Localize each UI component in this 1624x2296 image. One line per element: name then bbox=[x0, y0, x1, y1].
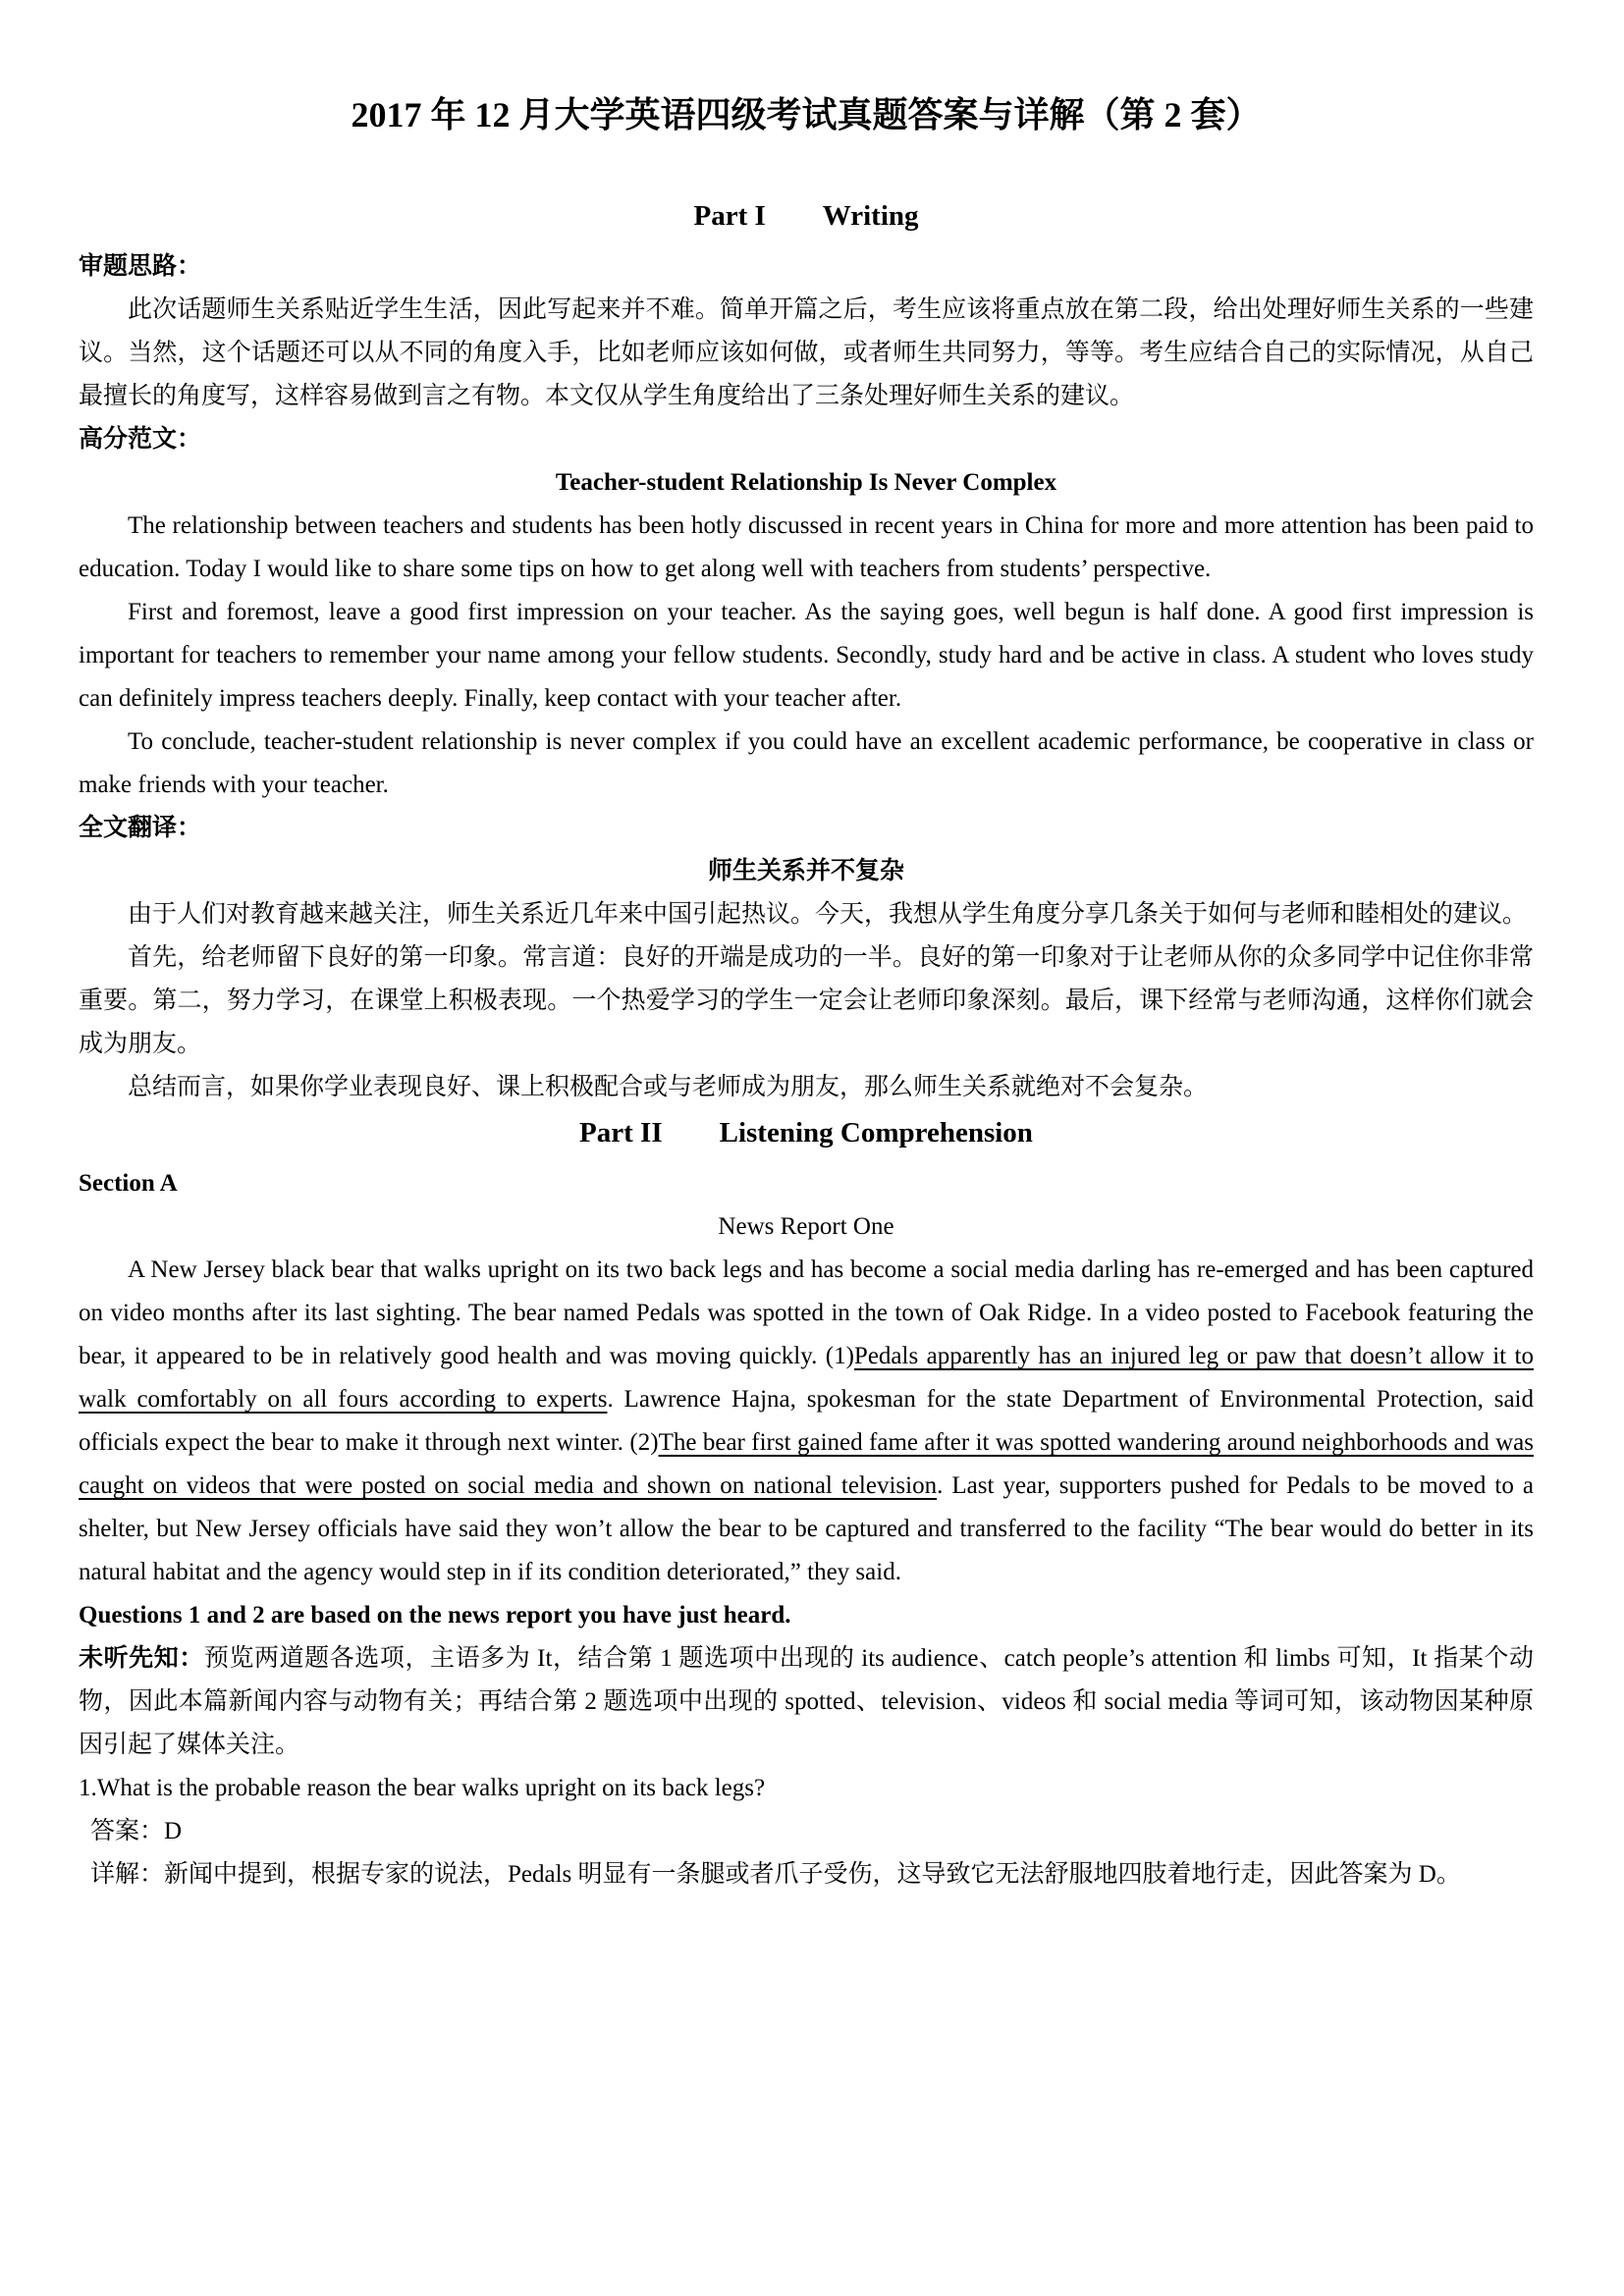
essay-title: Teacher-student Relationship Is Never Complex bbox=[555, 469, 1057, 496]
explanation-text: 新闻中提到，根据专家的说法，Pedals 明显有一条腿或者爪子受伤，这导致它无法舒服地四肢着地行走，因此答案为 D。 bbox=[164, 1861, 1461, 1888]
analysis-label bbox=[79, 245, 1534, 289]
translation-title: 师生关系并不复杂 bbox=[707, 858, 904, 884]
part2-heading: Part II Listening Comprehension bbox=[579, 1117, 1033, 1148]
translation-paragraph-3: 总结而言，如果你学业表现良好、课上积极配合或与老师成为朋友，那么师生关系就绝对不会复杂。 bbox=[128, 1074, 1209, 1100]
question1-answer-line bbox=[79, 1810, 1534, 1853]
section-a-label-text: Section A bbox=[79, 1170, 178, 1197]
translation-paragraph-1: 由于人们对教育越来越关注，师生关系近几年来中国引起热议。今天，我想从学生角度分享几条关于如何与老师和睦相处的建议。 bbox=[128, 901, 1528, 928]
essay-paragraph-3: To conclude, teacher-student relationship is never complex if you could have an excellent academic performance, be cooperative in class or make friends with your teacher. bbox=[79, 728, 1534, 798]
text-segment: A New Jersey black bear that walks upright on its two back legs and has become a social media darling has re-emerged and has been captured on video months after its last sighting. The bear named Pedals was spotted in the town of Oak Ridge. In a video posted to Facebook featuring the bear, it appeared to be in relatively good health and was moving quickly. (1) bbox=[79, 1256, 1534, 1369]
underlined-segment: Pedals apparently has an injured leg or paw that doesn’t allow it to walk comfortably on all fours according to experts bbox=[79, 1343, 1534, 1413]
model-essay-label bbox=[79, 418, 1534, 461]
news-report-paragraph bbox=[79, 1249, 1534, 1594]
document-title: 2017 年 12 月大学英语四级考试真题答案与详解（第 2 套） bbox=[351, 95, 1262, 134]
preview-paragraph bbox=[79, 1637, 1534, 1767]
essay-paragraph-1: The relationship between teachers and students has been hotly discussed in recent years in China for more and more attention has been paid to education. Today I would like to share some tips on how to get along well with teachers from students’ perspective. bbox=[79, 512, 1534, 582]
answer-value: D bbox=[164, 1818, 183, 1844]
translation-label-text: 全文翻译： bbox=[79, 815, 202, 841]
questions-note: Questions 1 and 2 are based on the news report you have just heard. bbox=[79, 1602, 791, 1629]
question1-text: 1.What is the probable reason the bear walks upright on its back legs? bbox=[79, 1775, 766, 1801]
news-report-title: News Report One bbox=[718, 1213, 894, 1240]
model-essay-label-text: 高分范文： bbox=[79, 426, 202, 453]
part1-heading: Part I Writing bbox=[693, 200, 919, 232]
analysis-label-text: 审题思路： bbox=[79, 253, 202, 280]
section-a-label bbox=[79, 1162, 1534, 1205]
question1-explanation-line bbox=[79, 1853, 1534, 1896]
answer-label: 答案： bbox=[90, 1818, 165, 1844]
text-segment: . Lawrence Hajna, spokesman for the state Department of Environmental Protection, said officials expect the bear to make it through next winter. (2) bbox=[79, 1386, 1535, 1456]
analysis-paragraph: 此次话题师生关系贴近学生生活，因此写起来并不难。简单开篇之后，考生应该将重点放在第二段，给出处理好师生关系的一些建议。当然，这个话题还可以从不同的角度入手，比如老师应该如何做，或者师生共同努力，等等。考生应结合自己的实际情况，从自己最擅长的角度写，这样容易做到言之有物。本文仅从学生角度给出了三条处理好师生关系的建议。 bbox=[79, 296, 1534, 409]
preview-label: 未听先知： bbox=[79, 1645, 204, 1672]
essay-paragraph-2: First and foremost, leave a good first impression on your teacher. As the saying goes, well begun is half done. A good first impression is important for teachers to remember your name among your fellow students. Secondly, study hard and be active in class. A student who loves study can definitely impress teachers deeply. Finally, keep contact with your teacher after. bbox=[79, 599, 1534, 712]
text-segment: . Last year, supporters pushed for Pedals to be moved to a shelter, but New Jersey officials have said they won’t allow the bear to be captured and transferred to the facility “The bear would do better in its natural habitat and the agency would step in if its condition deteriorated,” they said. bbox=[79, 1472, 1534, 1585]
translation-label bbox=[79, 807, 1534, 850]
preview-text: 预览两道题各选项，主语多为 It，结合第 1 题选项中出现的 its audience、catch people’s attention 和 limbs 可知，It 指某个动物，因此本篇新闻内容与动物有关；再结合第 2 题选项中出现的 spotted、television、videos 和 social media 等词可知，该动物因某种原因引起了媒体关注。 bbox=[79, 1645, 1534, 1758]
explanation-label: 详解： bbox=[90, 1861, 165, 1888]
translation-paragraph-2: 首先，给老师留下良好的第一印象。常言道：良好的开端是成功的一半。良好的第一印象对于让老师从你的众多同学中记住你非常重要。第二，努力学习，在课堂上积极表现。一个热爱学习的学生一定会让老师印象深刻。最后，课下经常与老师沟通，这样你们就会成为朋友。 bbox=[79, 944, 1534, 1057]
underlined-segment: The bear first gained fame after it was spotted wandering around neighborhoods and was caught on videos that were posted on social media and shown on national television bbox=[79, 1429, 1535, 1499]
